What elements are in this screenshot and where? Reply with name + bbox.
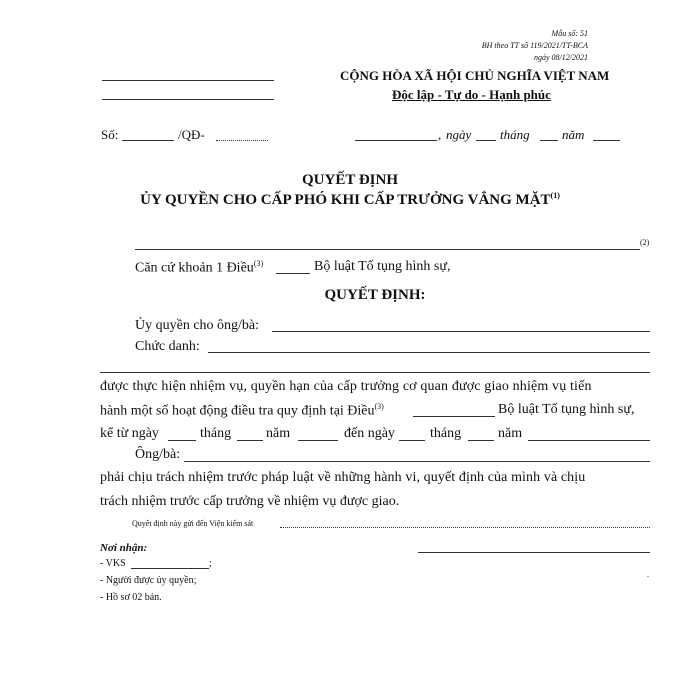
sent-to-blank xyxy=(280,527,650,528)
authority-line xyxy=(135,249,640,250)
mr-ms-label: Ông/bà: xyxy=(135,447,181,462)
basis-article-blank xyxy=(276,273,310,274)
signature-line xyxy=(418,552,650,553)
date-year-label: năm xyxy=(562,127,585,142)
from-month-blank xyxy=(237,440,263,441)
to-month-blank xyxy=(468,440,494,441)
to-day-blank xyxy=(399,440,425,441)
note-2: (2) xyxy=(640,238,650,247)
date-comma: , xyxy=(438,127,442,142)
date-month-blank xyxy=(540,140,558,141)
decide-heading: QUYẾT ĐỊNH: xyxy=(324,287,426,303)
note-3: (3) xyxy=(253,259,264,268)
note-1: (1) xyxy=(550,191,560,200)
from-year-blank xyxy=(298,440,338,441)
number-label: Số: xyxy=(101,127,119,142)
subtitle-text: ỦY QUYỀN CHO CẤP PHÓ KHI CẤP TRƯỞNG VẮNG MẶT xyxy=(140,192,551,208)
para1-line1: được thực hiện nhiệm vụ, quyền hạn của cấp trưởng cơ quan được giao nhiệm vụ tiến xyxy=(100,379,592,394)
note-3b: (3) xyxy=(374,402,384,411)
motto: Độc lập - Tự do - Hạnh phúc xyxy=(392,87,551,102)
from-day-blank xyxy=(168,440,196,441)
to-year-blank xyxy=(528,440,650,441)
para1-line2-b: Bộ luật Tố tụng hình sự, xyxy=(498,402,635,417)
recipient-authorized: - Người được ủy quyền; xyxy=(100,575,197,586)
decision-code: /QĐ- xyxy=(178,127,205,142)
from-month-label: tháng xyxy=(200,426,232,441)
from-label: kể từ ngày xyxy=(100,426,159,441)
date-day-blank xyxy=(476,140,496,141)
vks-blank xyxy=(131,568,209,569)
authorize-blank xyxy=(272,331,650,332)
to-label: đến ngày xyxy=(344,426,395,441)
issued-date: ngày 08/12/2021 xyxy=(534,53,588,62)
vks-semicolon: ; xyxy=(209,558,212,569)
place-blank xyxy=(355,140,437,141)
doc-title: QUYẾT ĐỊNH xyxy=(302,172,398,188)
date-month-label: tháng xyxy=(500,127,530,142)
agency-line-2 xyxy=(102,99,274,100)
basis-text-a: Căn cứ khoản 1 Điều xyxy=(135,260,254,276)
date-day-label: ngày xyxy=(446,127,472,142)
form-number: Mẫu số: 51 xyxy=(551,29,588,38)
to-month-label: tháng xyxy=(430,426,462,441)
date-year-blank xyxy=(593,140,620,141)
para1-line2 xyxy=(100,402,384,420)
position-blank xyxy=(208,352,650,353)
code-blank xyxy=(216,140,268,141)
recipient-vks: - VKS xyxy=(100,558,126,569)
position-label: Chức danh: xyxy=(135,339,200,354)
signature-dot: . xyxy=(647,570,649,579)
recipient-files: - Hồ sơ 02 bản. xyxy=(100,592,162,603)
para1-line2-a: hành một số hoạt động điều tra quy định tại Điều xyxy=(100,403,375,419)
authorize-label: Ủy quyền cho ông/bà: xyxy=(135,318,260,333)
basis-line xyxy=(135,259,263,277)
number-blank xyxy=(122,140,174,141)
agency-line-1 xyxy=(102,80,274,81)
issued-under: BH theo TT số 119/2021/TT-BCA xyxy=(481,41,588,50)
para2-line1: phải chịu trách nhiệm trước pháp luật về những hành vi, quyết định của mình và chịu xyxy=(100,470,586,485)
para2-line2: trách nhiệm trước cấp trưởng về nhiệm vụ được giao. xyxy=(100,494,400,509)
sent-to-label: Quyết định này gửi đến Viện kiểm sát xyxy=(132,519,254,528)
article-blank xyxy=(413,416,495,417)
recipients-title: Nơi nhận: xyxy=(100,542,148,554)
basis-text-b: Bộ luật Tố tụng hình sự, xyxy=(314,259,451,274)
to-year-label: năm xyxy=(498,426,523,441)
nation-name: CỘNG HÒA XÃ HỘI CHỦ NGHĨA VIỆT NAM xyxy=(340,68,610,83)
position-blank-2 xyxy=(100,372,650,373)
mr-ms-blank xyxy=(184,461,650,462)
doc-subtitle xyxy=(0,191,700,209)
from-year-label: năm xyxy=(266,426,291,441)
